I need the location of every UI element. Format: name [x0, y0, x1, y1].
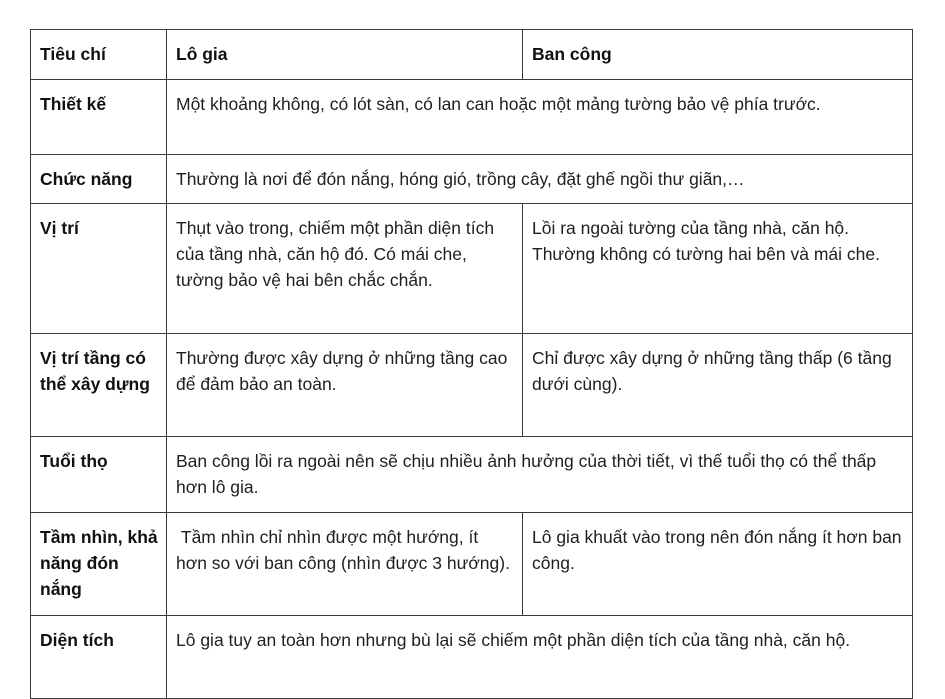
header-balcony: Ban công: [523, 30, 913, 80]
table-row-area: [31, 616, 913, 699]
balcony-cell: Lồi ra ngoài tường của tầng nhà, căn hộ. Thường không có tường hai bên và mái che.: [523, 204, 913, 334]
loggia-cell: Thường được xây dựng ở những tầng cao để đảm bảo an toàn.: [167, 334, 523, 437]
row-merged-cell: Lô gia tuy an toàn hơn nhưng bù lại sẽ chiếm một phần diện tích của tầng nhà, căn hộ.: [167, 616, 913, 699]
balcony-cell: Lô gia khuất vào trong nên đón nắng ít hơn ban công.: [523, 513, 913, 616]
row-label: Tuổi thọ: [31, 437, 167, 513]
row-label: Tầm nhìn, khả năng đón nắng: [31, 513, 167, 616]
row-label: Vị trí tầng có thể xây dựng: [31, 334, 167, 437]
row-label: Diện tích: [31, 616, 167, 699]
header-criteria: Tiêu chí: [31, 30, 167, 80]
row-label: Chức năng: [31, 155, 167, 204]
row-label: Thiết kế: [31, 80, 167, 155]
row-merged-cell: Một khoảng không, có lót sàn, có lan can hoặc một mảng tường bảo vệ phía trước.: [167, 80, 913, 155]
header-loggia: Lô gia: [167, 30, 523, 80]
table-row-position: [31, 204, 913, 334]
table-row-lifespan: [31, 437, 913, 513]
loggia-cell: Tầm nhìn chỉ nhìn được một hướng, ít hơn so với ban công (nhìn được 3 hướng).: [167, 513, 523, 616]
comparison-table: [30, 29, 913, 699]
row-label: Vị trí: [31, 204, 167, 334]
table-row-view: [31, 513, 913, 616]
row-merged-cell: Ban công lồi ra ngoài nên sẽ chịu nhiều ảnh hưởng của thời tiết, vì thế tuổi thọ có thể thấp hơn lô gia.: [167, 437, 913, 513]
balcony-cell: Chỉ được xây dựng ở những tầng thấp (6 tầng dưới cùng).: [523, 334, 913, 437]
table-row-floor: [31, 334, 913, 437]
table-row-design: [31, 80, 913, 155]
loggia-cell: Thụt vào trong, chiếm một phần diện tích của tầng nhà, căn hộ đó. Có mái che, tường bảo vệ hai bên chắc chắn.: [167, 204, 523, 334]
row-merged-cell: Thường là nơi để đón nắng, hóng gió, trồng cây, đặt ghế ngồi thư giãn,…: [167, 155, 913, 204]
table-header-row: [31, 30, 913, 80]
table-row-function: [31, 155, 913, 204]
comparison-table-container: [30, 29, 912, 699]
